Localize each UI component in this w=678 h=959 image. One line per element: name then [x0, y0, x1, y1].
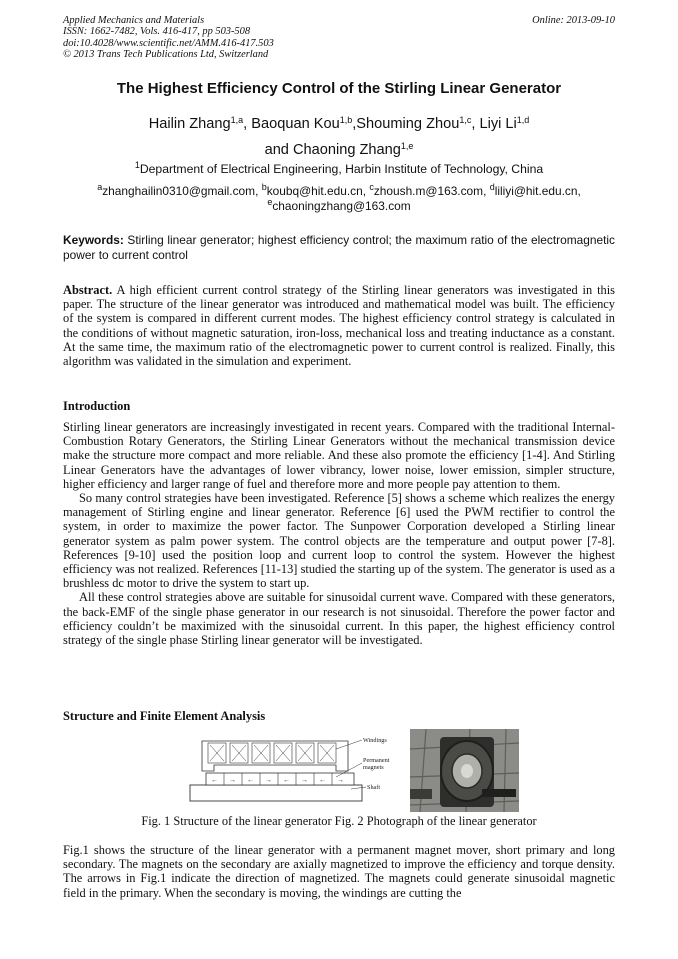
abstract: [63, 283, 615, 368]
shaft-shape: [190, 785, 362, 801]
author-name: Hailin Zhang: [148, 116, 231, 132]
author-sep: ,: [352, 116, 357, 132]
keywords: [63, 233, 615, 262]
figure-2-photograph: [410, 729, 519, 812]
keywords-label: Keywords:: [63, 233, 124, 247]
doi-line: doi:10.4028/www.scientific.net/AMM.416-417.503: [63, 37, 274, 49]
email-list: [60, 184, 618, 213]
affiliation-sup: 1: [134, 160, 140, 171]
author-name: Chaoning Zhang: [292, 142, 401, 158]
keywords-text: Stirling linear generator; highest efficiency control; the maximum ratio of the electromagnetic power to current control: [63, 233, 615, 262]
svg-text:←: ←: [319, 777, 326, 784]
author-and: and: [264, 142, 293, 158]
paragraph: Stirling linear generators are increasingly investigated in recent years. Compared with the traditional Internal-Combustion Rotary Generators, the Stirling Linear Generators without the mechanical transmission device make the structure more compact and more reliable. And these also promote the efficiency [1-4]. And Stirling Linear Generators have the advantages of lower vibrancy, lower noise, lower emission, simpler structure, higher efficiency and larger range of fuel and therefore more and more people pay attention to them.: [63, 420, 615, 491]
email-link: liliyi@hit.edu.cn,: [494, 184, 581, 198]
email-sup: b: [261, 182, 267, 193]
email-sup: a: [97, 182, 103, 193]
author-line-1: [0, 111, 678, 137]
journal-name: Applied Mechanics and Materials: [63, 15, 205, 26]
figure-1-structure-diagram: [186, 729, 402, 805]
author-list: [0, 111, 678, 163]
svg-text:→: →: [265, 777, 272, 784]
mounting-rail: [482, 789, 516, 797]
author-sup: 1,a: [230, 115, 244, 126]
author-name: Shouming Zhou: [356, 116, 460, 132]
generator-shaft-end: [461, 764, 473, 778]
structure-paragraph: Fig.1 shows the structure of the linear generator with a permanent magnet mover, short primary and long secondary. The magnets on the secondary are axially magnetized to improve the efficiency and torque density. The arrows in Fig.1 indicate the direction of magnetized. The magnets could generate sinusoidal magnetic field in the primary. When the secondary is moving, the windings are cutting the: [63, 843, 615, 900]
copyright-line: © 2013 Trans Tech Publications Ltd, Switzerland: [63, 48, 269, 60]
author-sup: 1,b: [339, 115, 353, 126]
abstract-label: Abstract.: [63, 283, 113, 297]
abstract-text: A high efficient current control strategy of the Stirling linear generators was investigated in this paper. The structure of the linear generator was introduced and mathematical model was built. The efficiency of the system is compared in different current modes. The highest efficiency control strategy is calculated in the conditions of without magnetic saturation, iron-loss, mechanical loss and treating inductance as a constant. At the same time, the maximum ratio of the electromagnetic power to current control is realized. Finally, this algorithm was validated in the simulation and experiment.: [63, 283, 615, 369]
author-name: Baoquan Kou: [251, 116, 340, 132]
windings-label: Windings: [363, 737, 387, 744]
email-link: zhoush.m@163.com,: [373, 184, 490, 198]
email-sup: d: [489, 182, 495, 193]
svg-text:←: ←: [283, 777, 290, 784]
paragraph: All these control strategies above are suitable for sinusoidal current wave. Compared with these generators, the back-EMF of the single phase generator in our research is not sinusoidal. Therefore the power factor and efficiency couldn’t be maximized with the sinusoidal current. In this paper, the highest efficiency control strategy of the single phase Stirling linear generator will be investigated.: [63, 590, 615, 648]
svg-text:→: →: [337, 777, 344, 784]
page-header: [63, 15, 615, 60]
author-line-2: [0, 137, 678, 163]
author-sup: 1,d: [516, 115, 530, 126]
permanent-magnets-label-2: magnets: [363, 764, 384, 771]
paper-title: The Highest Efficiency Control of the Stirling Linear Generator: [116, 80, 562, 97]
author-name: Liyi Li: [479, 116, 517, 132]
permanent-magnets-label-1: Permanent: [363, 757, 390, 764]
base-block: [410, 789, 432, 799]
email-link: chaoningzhang@163.com: [272, 198, 411, 213]
issn-line: ISSN: 1662-7482, Vols. 416-417, pp 503-508: [63, 26, 251, 38]
author-sup: 1,e: [400, 141, 414, 152]
affiliation: [0, 162, 678, 176]
email-sup: c: [369, 182, 374, 193]
figure-caption: Fig. 1 Structure of the linear generator Fig. 2 Photograph of the linear generator: [141, 814, 537, 828]
email-link: koubq@hit.edu.cn,: [266, 184, 370, 198]
svg-text:→: →: [301, 777, 308, 784]
author-sep: ,: [243, 116, 252, 132]
svg-text:←: ←: [247, 777, 254, 784]
paragraph: So many control strategies have been investigated. Reference [5] shows a scheme which realizes the energy management of Stirling engine and linear generator. Reference [6] used the PWM rectifier to control the system, in order to maximize the power factor. The Sunpower Corporation developed a Stirling linear generator system as palm power system. The control objects are the temperature and output power [7-8]. References [9-10] used the position loop and current loop to control the system. However the highest efficiency was not realized. References [11-13] studied the starting up of the system. The generator is used as a brushless dc motor to drive the system to start up.: [63, 491, 615, 591]
structure-heading: Structure and Finite Element Analysis: [63, 709, 266, 723]
svg-text:→: →: [229, 777, 236, 784]
shaft-label: Shaft: [367, 784, 381, 791]
introduction-heading: Introduction: [63, 399, 131, 413]
email-sup: e: [267, 196, 273, 207]
affiliation-text: Department of Electrical Engineering, Harbin Institute of Technology, China: [139, 162, 544, 176]
introduction-body: [63, 420, 615, 647]
author-sup: 1,c: [459, 115, 472, 126]
online-date: Online: 2013-09-10: [532, 15, 615, 26]
author-sep: ,: [471, 116, 480, 132]
email-link: zhanghailin0310@gmail.com,: [102, 184, 262, 198]
svg-text:←: ←: [211, 777, 218, 784]
